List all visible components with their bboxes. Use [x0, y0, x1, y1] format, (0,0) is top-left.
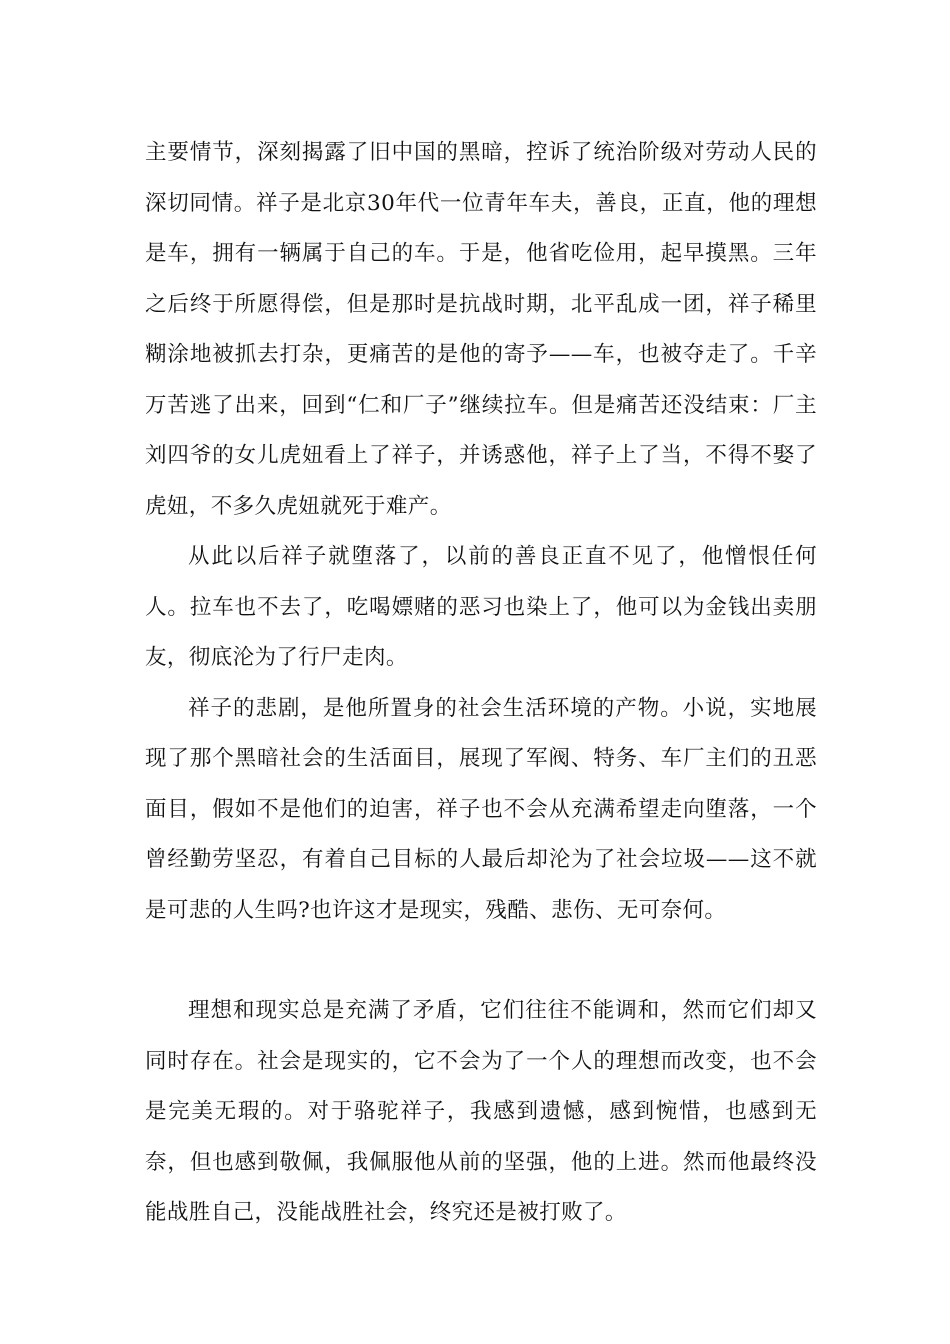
paragraph-1: 主要情节，深刻揭露了旧中国的黑暗，控诉了统治阶级对劳动人民的深切同情。祥子是北京30年代一位青年车夫，善良，正直，他的理想是车，拥有一辆属于自己的车。于是，他省吃俭用，起早摸黑。三年之后终于所愿得偿，但是那时是抗战时期，北平乱成一团，祥子稀里糊涂地被抓去打杂，更痛苦的是他的寄予——车，也被夺走了。千辛万苦逃了出来，回到“仁和厂子”继续拉车。但是痛苦还没结束：厂主刘四爷的女儿虎妞看上了祥子，并诱惑他，祥子上了当，不得不娶了虎妞，不多久虎妞就死于难产。 [145, 140, 817, 519]
paragraph-4: 理想和现实总是充满了矛盾，它们往往不能调和，然而它们却又同时存在。社会是现实的，它不会为了一个人的理想而改变，也不会是完美无瑕的。对于骆驼祥子，我感到遗憾，感到惋惜，也感到无奈，但也感到敬佩，我佩服他从前的坚强，他的上进。然而他最终没能战胜自己，没能战胜社会，终究还是被打败了。 [145, 998, 817, 1225]
paragraph-3: 祥子的悲剧，是他所置身的社会生活环境的产物。小说，实地展现了那个黑暗社会的生活面目，展现了军阀、特务、车厂主们的丑恶面目，假如不是他们的迫害，祥子也不会从充满希望走向堕落，一个曾经勤劳坚忍，有着自己目标的人最后却沦为了社会垃圾——这不就是可悲的人生吗?也许这才是现实，残酷、悲伤、无可奈何。 [145, 695, 817, 923]
document-body [145, 128, 817, 1239]
paragraph-2: 从此以后祥子就堕落了，以前的善良正直不见了，他憎恨任何人。拉车也不去了，吃喝嫖赌的恶习也染上了，他可以为金钱出卖朋友，彻底沦为了行尸走肉。 [145, 544, 817, 670]
paragraph-spacer [145, 936, 817, 986]
